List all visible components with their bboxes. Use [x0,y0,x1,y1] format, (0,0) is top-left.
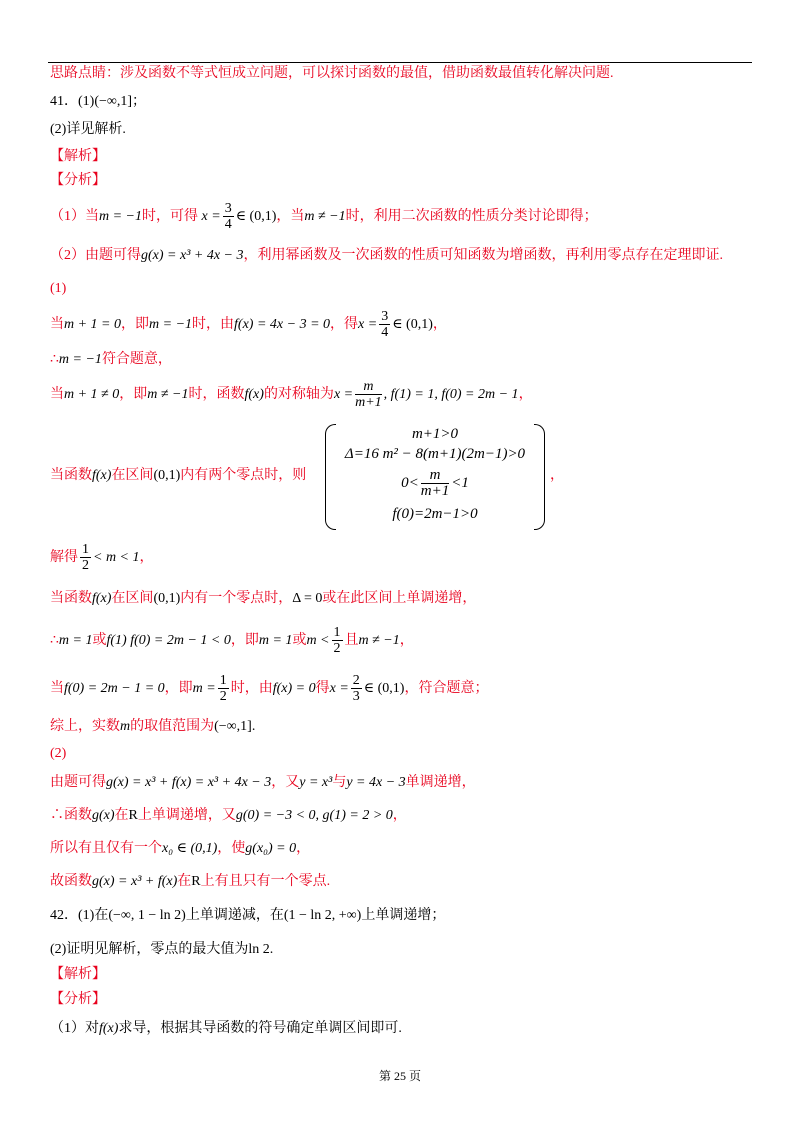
hint-text: 思路点睛：涉及函数不等式恒成立问题，可以探讨函数的最值，借助函数最值转化解决问题. [50,66,614,81]
q41-two-zeros-line: 当函数f(x)在区间(0,1)内有两个零点时，则 [50,468,307,483]
q41-part-2-line-4: 故函数g(x) = x³ + f(x)在R上有且只有一个零点. [50,874,331,889]
q41-jiexi-heading: 【解析】 [50,149,106,164]
q41-analysis-1: （1）当m = −1时，可得 x = $\frac{3}{4}$ ∈ (0,1)，当m ≠ −1时，利用二次函数的性质分类讨论即得； [50,201,598,233]
q41-analysis-2: （2）由题可得g(x) = x³ + 4x − 3，利用幂函数及一次函数的性质可知函数为增函数，再利用零点存在定理即证. [50,248,724,263]
q42-answer-2: (2)证明见解析，零点的最大值为ln 2. [50,942,274,957]
q42-jiexi-heading: 【解析】 [50,967,106,982]
q41-fenxi-heading: 【分析】 [50,173,106,188]
q42-analysis-1: （1）对f(x)求导，根据其导函数的符号确定单调区间即可. [50,1021,402,1036]
header-rule [48,62,752,63]
q41-part-1-label: (1) [50,281,67,296]
q41-boundary-case: 当f(0) = 2m − 1 = 0，即m = $\frac{1}{2}$ 时，由f(x) = 0得x = $\frac{2}{3}$ ∈ (0,1)，符合题意； [50,673,489,705]
right-bracket [534,424,545,530]
q41-case-1-conclusion: ∴m = −1符合题意， [50,352,172,367]
q41-case-2: 当m + 1 ≠ 0，即m ≠ −1时，函数f(x)的对称轴为x = $\frac{m}{m+1}$ , f(1) = 1, f(0) = 2m − 1， [50,379,533,411]
q41-summary: 综上，实数m的取值范围为(−∞,1]. [50,719,256,734]
q41-part-2-line-1: 由题可得g(x) = x³ + f(x) = x³ + 4x − 3，又y = x³与y = 4x − 3单调递增， [50,775,476,790]
system-row-2: Δ=16 m² − 8(m+1)(2m−1)>0 [344,446,526,462]
page-number: 第 25 页 [378,1069,421,1083]
q41-two-zeros-comma: ， [550,468,564,483]
system-row-3: 0< $\frac{m}{m+1}$ <1 [401,467,469,499]
q41-answer-2: (2)详见解析. [50,122,126,137]
system-row-1: m+1>0 [411,426,459,442]
q41-solution-range: 解得 $\frac{1}{2}$ < m < 1， [50,542,154,574]
system-row-4: f(0)=2m−1>0 [392,506,478,522]
inequality-system [325,424,545,528]
q41-answer-1: 41．(1)(−∞,1]； [50,94,147,109]
q41-one-zero-line: 当函数f(x)在区间(0,1)内有一个零点时，Δ = 0或在此区间上单调递增， [50,591,477,606]
q42-fenxi-heading: 【分析】 [50,992,106,1007]
q41-case-1: 当m + 1 = 0，即m = −1时，由f(x) = 4x − 3 = 0，得x = $\frac{3}{4}$ ∈ (0,1)， [50,309,447,341]
q42-answer-1: 42．(1)在(−∞, 1 − ln 2)上单调递减，在(1 − ln 2, +∞)上单调递增； [50,908,446,923]
q41-part-2-line-2: ∴函数g(x)在R上单调递增，又g(0) = −3 < 0, g(1) = 2 > 0， [50,808,407,823]
q41-one-zero-condition: ∴m = 1或f(1) f(0) = 2m − 1 < 0，即m = 1或m < $\frac{1}{2}$ 且m ≠ −1， [50,625,414,657]
q41-part-2-label: (2) [50,746,67,761]
q41-part-2-line-3: 所以有且仅有一个x₀ ∈ (0,1)，使g(x₀) = 0， [50,841,311,856]
